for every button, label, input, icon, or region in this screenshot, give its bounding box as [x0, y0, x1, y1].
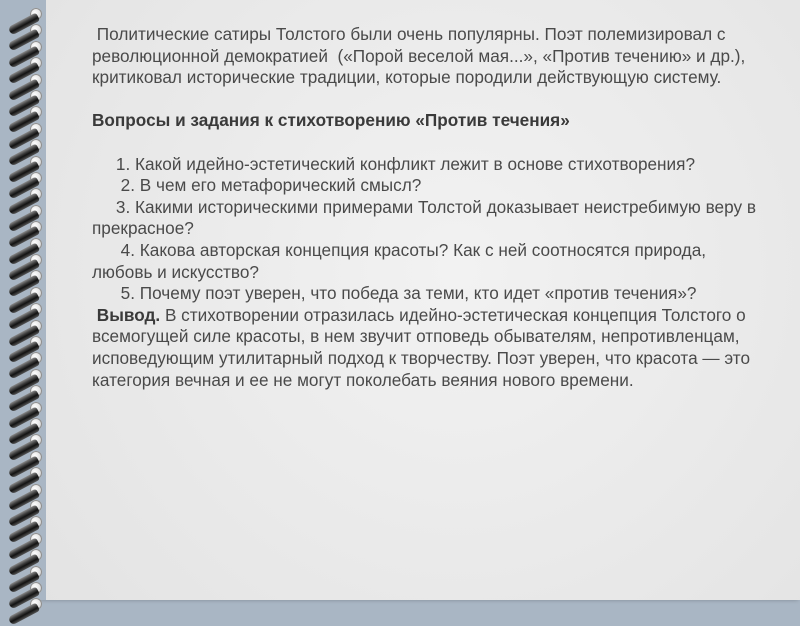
question-item: 5. Почему поэт уверен, что победа за теми, кто идет «против течения»? [92, 283, 697, 304]
conclusion-paragraph [92, 305, 760, 391]
slide-text [92, 24, 760, 391]
questions-heading: Вопросы и задания к стихотворению «Против течения» [92, 110, 570, 131]
question-item: 2. В чем его метафорический смысл? [92, 175, 422, 196]
spiral-binding [0, 0, 46, 600]
question-item: 1. Какой идейно-эстетический конфликт лежит в основе стихотворения? [92, 153, 696, 174]
conclusion-text: В стихотворении отразилась идейно-эстетическая концепция Толстого о всемогущей силе красоты, в нем звучит отповедь обывателям, непротивленцам, исповедующим утилитарный подход к творчеству. Поэт уверен, что красота — это категория вечная и ее не могут поколебать веяния нового времени. [92, 304, 755, 390]
blank-line [92, 132, 760, 154]
intro-paragraph: Политические сатиры Толстого были очень популярны. Поэт полемизировал с революционной демократией («Порой веселой мая...», «Против течению» и др.), критиковал исторические традиции, которые породили действующую систему. [92, 24, 751, 88]
conclusion-label: Вывод. [92, 304, 161, 325]
question-item: 3. Какими историческими примерами Толстой доказывает неистребимую веру в прекрасное? [92, 196, 761, 239]
blank-line [92, 89, 760, 111]
question-item: 4. Какова авторская концепция красоты? Как с ней соотносятся природа, любовь и искусство? [92, 239, 711, 282]
